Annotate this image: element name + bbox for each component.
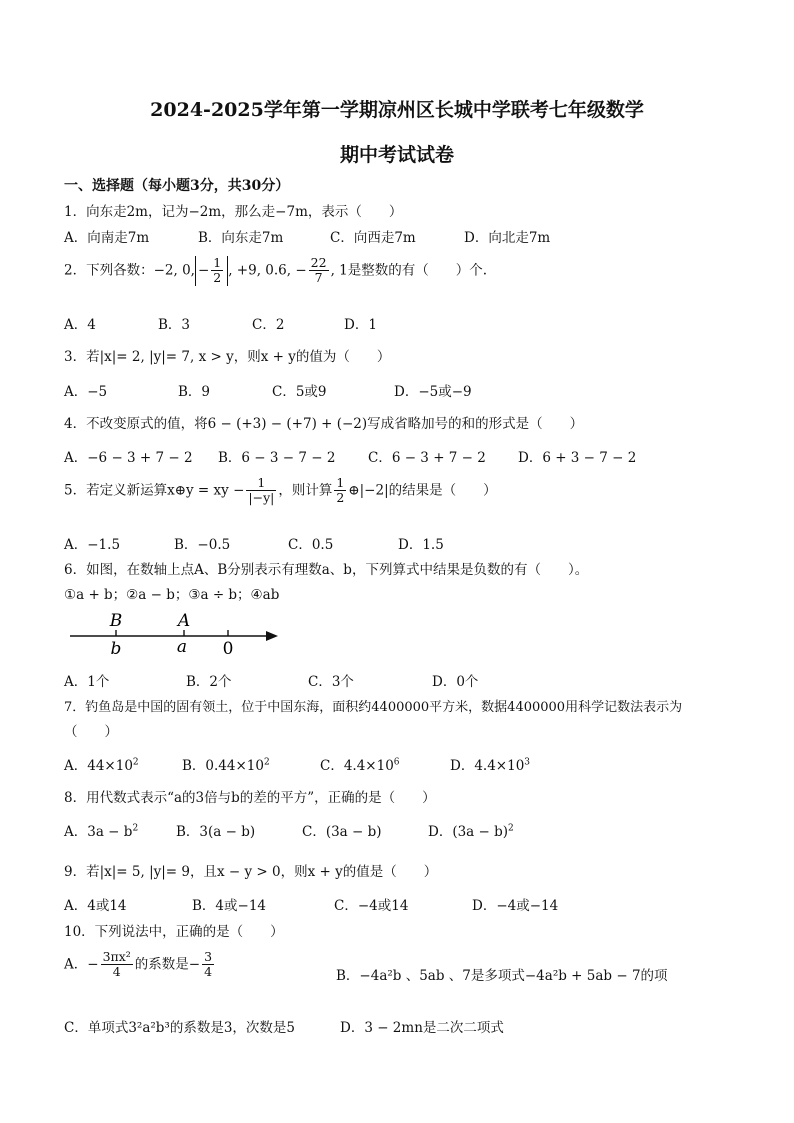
fraction-3pix2-4: $\frac{\text{3πx²}}{4}$ xyxy=(102,949,131,980)
question-6-option-d: D．0个 xyxy=(432,674,479,690)
question-7-option-a: A．$44\times 10^2$ xyxy=(64,757,139,774)
question-5-option-d: D．1.5 xyxy=(398,537,444,553)
question-8-option-d: D．$(3a - b)^2$ xyxy=(428,823,514,840)
fraction-1-over-abs-y: $\frac{1}{|-y|}$ xyxy=(248,475,275,506)
exam-title: 2024-2025学年第一学期凉州区长城中学联考七年级数学 xyxy=(150,99,644,121)
question-9-option-c: C．−4或14 xyxy=(334,898,409,914)
question-6-option-b: B．2个 xyxy=(186,674,232,690)
question-7-option-b: B．$0.44\times 10^2$ xyxy=(182,757,270,774)
number-line-figure xyxy=(64,606,294,658)
question-4-option-a: A．−6 − 3 + 7 − 2 xyxy=(64,450,193,466)
question-6-option-a: A．1个 xyxy=(64,674,110,690)
question-1-option-b: B．向东走7m xyxy=(198,230,284,246)
question-7-stem-cont: （ ） xyxy=(64,724,118,740)
question-9-option-a: A．4或14 xyxy=(64,898,127,914)
question-10-stem: 10．下列说法中，正确的是（ ） xyxy=(64,924,284,940)
question-10-option-c: C．单项式3²a²b³的系数是3，次数是5 xyxy=(64,1020,296,1036)
question-4-option-d: D．6 + 3 − 7 − 2 xyxy=(518,450,637,466)
question-10-option-a: A．− $\frac{\text{3πx²}}{4}$ 的系数是− $\frac{3}{4}$ xyxy=(64,949,213,980)
question-8-option-a: A．$3a - b^2$ xyxy=(64,823,139,840)
question-4-stem: 4．不改变原式的值，将6 − (+3) − (+7) + (−2)写成省略加号的和的形式是（ ） xyxy=(64,416,584,432)
value-label-a: a xyxy=(176,637,188,657)
question-7-option-d: D．$4.4\times 10^3$ xyxy=(450,757,531,774)
section-heading: 一、选择题（每小题3分，共30分） xyxy=(64,178,290,194)
point-label-B: B xyxy=(109,611,123,631)
question-7-option-c: C．$4.4\times 10^6$ xyxy=(320,757,400,774)
question-2-stem xyxy=(64,256,487,286)
question-10-option-d: D．3 − 2mn是二次二项式 xyxy=(340,1020,504,1036)
question-1-option-a: A．向南走7m xyxy=(64,230,150,246)
question-5-option-b: B．−0.5 xyxy=(174,537,231,553)
question-3-option-b: B．9 xyxy=(178,384,211,400)
question-3-option-d: D．−5或−9 xyxy=(394,384,472,400)
fraction-3-4: $\frac{3}{4}$ xyxy=(204,949,213,980)
exam-subtitle: 期中考试试卷 xyxy=(339,144,454,166)
question-2-text-pre: 2．下列各数：−2, 0, xyxy=(64,262,195,279)
question-2-option-a: A．4 xyxy=(64,317,96,333)
question-2-text-mid: , +9, 0.6, − xyxy=(228,262,307,279)
point-label-A: A xyxy=(177,611,191,631)
question-5-stem xyxy=(64,476,497,506)
question-9-stem: 9．若|x|= 5, |y|= 9，且x − y > 0，则x + y的值是（ ） xyxy=(64,864,438,880)
question-8-option-c: C．(3a − b) xyxy=(302,824,382,840)
question-2-option-c: C．2 xyxy=(252,317,285,333)
value-label-b: b xyxy=(110,639,122,658)
question-5-text-post: ⊕|−2|的结果是（ ） xyxy=(348,482,497,499)
fraction-half-2: $\frac{1}{2}$ xyxy=(336,475,345,506)
question-9-option-d: D．−4或−14 xyxy=(472,898,559,914)
question-1-option-d: D．向北走7m xyxy=(464,230,551,246)
question-8-stem: 8．用代数式表示“a的3倍与b的差的平方”，正确的是（ ） xyxy=(64,790,436,806)
fraction-22-7: $\frac{22}{7}$ xyxy=(310,255,327,286)
question-7-stem: 7．钓鱼岛是中国的固有领土，位于中国东海，面积约4400000平方米，数据4400000用科学记数法表示为 xyxy=(64,700,683,715)
question-5-text-mid: ，则计算 xyxy=(278,482,333,499)
question-5-option-c: C．0.5 xyxy=(288,537,334,553)
question-3-option-a: A．−5 xyxy=(64,384,108,400)
question-2-text-post: , 1是整数的有（ ）个. xyxy=(330,262,488,279)
value-label-zero: 0 xyxy=(222,639,234,658)
number-line-arrow xyxy=(266,631,278,641)
question-1-option-c: C．向西走7m xyxy=(330,230,416,246)
question-10-option-b: B．−4a²b 、5ab 、7是多项式−4a²b + 5ab − 7的项 xyxy=(336,968,668,984)
question-6-option-c: C．3个 xyxy=(308,674,354,690)
question-4-option-c: C．6 − 3 + 7 − 2 xyxy=(368,450,486,466)
abs-bars: − $\frac{1}{2}$ xyxy=(195,256,228,286)
question-4-option-b: B．6 − 3 − 7 − 2 xyxy=(218,450,336,466)
question-3-stem: 3．若|x|= 2, |y|= 7, x > y，则x + y的值为（ ） xyxy=(64,349,391,365)
question-6-stem: 6．如图，在数轴上点A、B分别表示有理数a、b，下列算式中结果是负数的有（ ）。 xyxy=(64,562,589,578)
question-3-option-c: C．5或9 xyxy=(272,384,327,400)
question-9-option-b: B．4或−14 xyxy=(192,898,266,914)
question-6-items: ①a + b；②a − b；③a ÷ b；④ab xyxy=(64,587,280,603)
question-5-option-a: A．−1.5 xyxy=(64,537,121,553)
question-5-text-pre: 5．若定义新运算x⊕y = xy − xyxy=(64,482,245,499)
question-2-option-b: B．3 xyxy=(158,317,191,333)
question-1-stem: 1．向东走2m，记为−2m，那么走−7m，表示（ ） xyxy=(64,204,403,220)
question-2-option-d: D．1 xyxy=(344,317,377,333)
fraction-half: $\frac{1}{2}$ xyxy=(213,255,222,286)
question-8-option-b: B．3(a − b) xyxy=(176,824,256,840)
